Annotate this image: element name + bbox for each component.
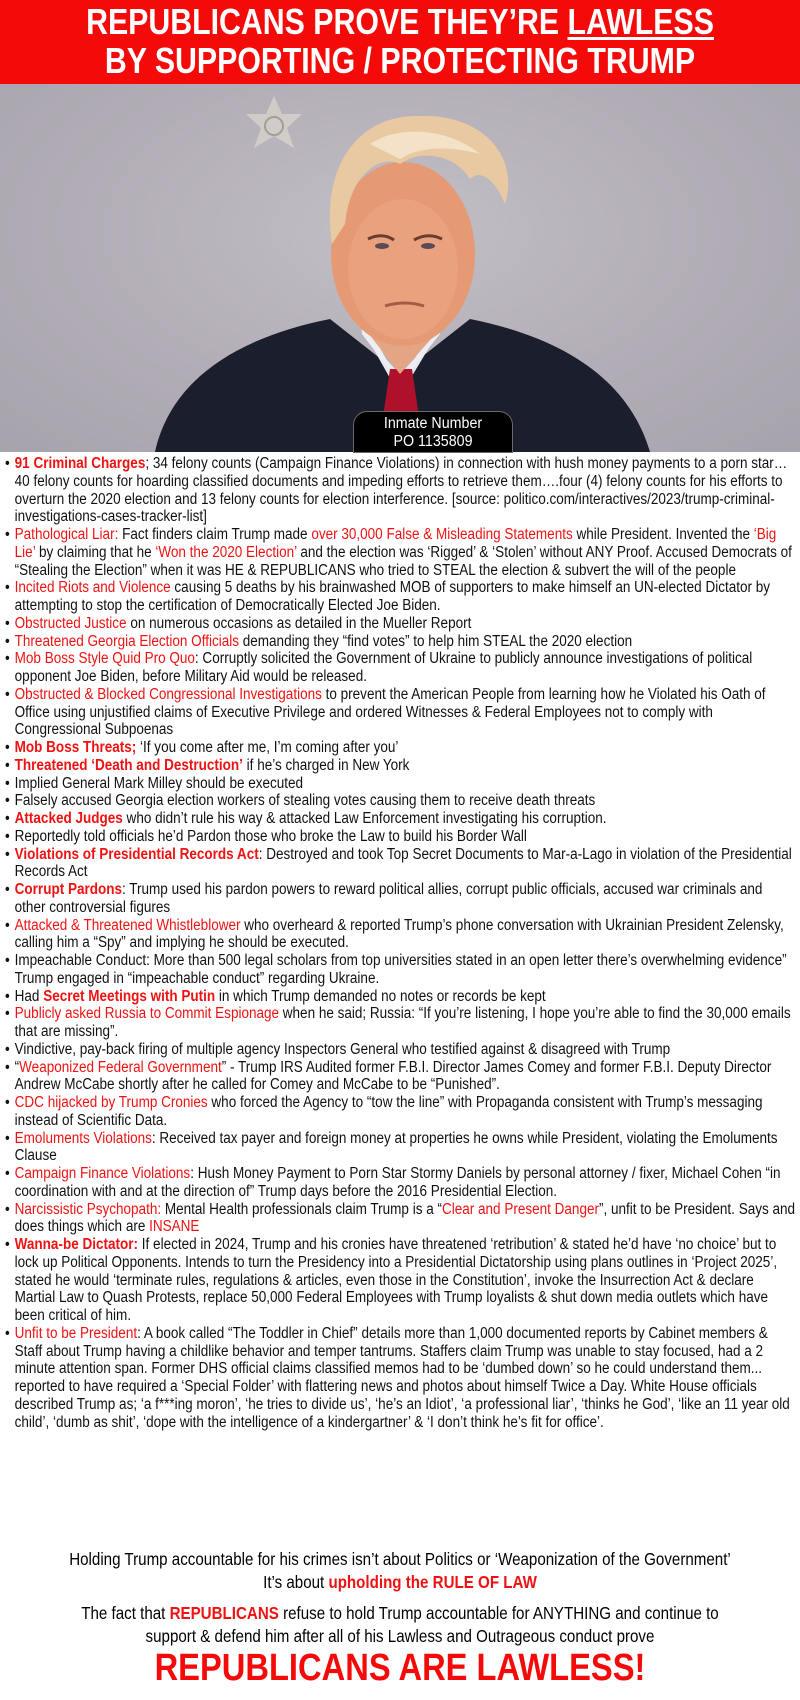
list-item: • Publicly asked Russia to Commit Espionage when he said; Russia: “If you’re listening, I hope you’re able to find the 30,000 emails that are missing”.: [5, 1005, 791, 1040]
inmate-label-text: Inmate Number: [383, 415, 483, 432]
closing-line-3: [13, 1602, 787, 1625]
closing-text: It’s about: [263, 1572, 329, 1592]
item-highlight: Clear and Present Danger: [441, 1200, 599, 1218]
list-item: • Incited Riots and Violence causing 5 deaths by his brainwashed MOB of supporters to make himself an UN-elected Dictator by attempting to stop the certification of Democratically Elected Joe Biden.: [5, 579, 771, 614]
closing-line-4: support & defend him after all of his Lawless and Outrageous conduct prove: [145, 1626, 655, 1646]
list-item: • Mob Boss Threats; ‘If you come after me, I’m coming after you’: [5, 739, 399, 756]
item-text: while President. Invented the: [572, 526, 754, 543]
inmate-number-value: PO 1135809: [393, 433, 473, 450]
item-heading: Violations of Presidential Records Act: [14, 845, 259, 863]
item-heading: Obstructed & Blocked Congressional Investigations: [14, 685, 322, 703]
list-item: • Wanna-be Dictator: If elected in 2024, Trump and his cronies have threatened ‘retribution’ & stated he’d have ‘no choice’ but to lock up Political Opponents. Intends to turn the Presidency into a Presidential Dictatorship using plans outlines in ‘Project 2025’, stated he would ‘terminate rules, regulations & articles, even those in the Constitution’, invoke the Insurrection Act & declare Martial Law to Quash Protests, replace 50,000 Federal Employees with Trump loyalists & shut down media outlets which have been critical of him.: [5, 1236, 778, 1324]
list-item: • Unfit to be President: A book called “The Toddler in Chief” details more than 1,000 documented reports by Cabinet members & Staff about Trump having a childlike behavior and temper tantrums. Staffers claim Trump was unable to stay focused, had a 2 minute attention span. Former DHS official claims classified memos had to be ‘dumbed down’ so he could understand them... reported to have required a ‘Special Folder’ with flattering news and photos about himself Twice a Day. White House officials described Trump as; ‘a f***ing moron’, ‘he tries to divide us’, ‘he’s an Idiot’, ‘a professional liar’, ‘thinks he God’, ‘like an 11 year old child’, ‘dumb as shit’, ‘dope with the intelligence of a kindergartner’ & ‘I don’t think he’s fit for office’.: [5, 1324, 790, 1431]
list-item: • Falsely accused Georgia election workers of stealing votes causing them to receive death threats: [5, 792, 596, 810]
list-item: • CDC hijacked by Trump Cronies who forced the Agency to “tow the line” with Propaganda consistent with Trump’s messaging instead of Scientific Data.: [5, 1094, 763, 1129]
list-item: • Threatened ‘Death and Destruction’ if he’s charged in New York: [5, 756, 410, 774]
item-text: : A book called “The Toddler in Chief” details more than 1,000 documented reports by Cabinet members & Staff about Trump having a childlike behavior and temper tantrums. Staffers claim Trump was unable to stay focused, had a 2 minute attention span. Former DHS official claims classified memos had to be ‘dumbed down’ so he could understand them... reported to have required a ‘Special Folder’ with flattering news and photos about himself Twice a Day. White House officials described Trump as; ‘a f***ing moron’, ‘he tries to divide us’, ‘he’s an Idiot’, ‘a professional liar’, ‘thinks he God’, ‘like an 11 year old child’, ‘dumb as shit’, ‘dope with the intelligence of a kindergartner’ & ‘I don’t think he’s fit for office’.: [14, 1324, 790, 1431]
item-text: : Received tax payer and foreign money at properties he owns while President, violating the Emoluments Clause: [14, 1129, 778, 1165]
inmate-number-label: [353, 411, 513, 453]
list-item: • “Weaponized Federal Government” - Trump IRS Audited former F.B.I. Director James Comey and former F.B.I. Deputy Director Andrew McCabe shortly after he called for Comey and McCabe to be “Punished”.: [5, 1058, 772, 1094]
headline: [2, 2, 799, 80]
item-text: ” - Trump IRS Audited former F.B.I. Director James Comey and former F.B.I. Deputy Director Andrew McCabe shortly after he called for Comey and McCabe to be “Punished”.: [14, 1058, 772, 1094]
list-item: • Violations of Presidential Records Act: Destroyed and took Top Secret Documents to Mar-a-Lago in violation of the Presidential Records Act: [5, 845, 792, 881]
list-item: • Threatened Georgia Election Officials demanding they “find votes” to help him STEAL the 2020 election: [5, 632, 633, 650]
item-heading: Secret Meetings with Putin: [43, 987, 216, 1005]
item-heading: Mob Boss Threats;: [14, 739, 137, 756]
list-item: • Campaign Finance Violations: Hush Money Payment to Porn Star Stormy Daniels by personal attorney / fixer, Michael Cohen “in coordination with and at the direction of” Trump days before the 2016 Presidential Election.: [5, 1165, 781, 1200]
closing-text: refuse to hold Trump accountable for ANYTHING and continue to: [278, 1603, 719, 1623]
item-heading: Unfit to be President: [14, 1324, 138, 1342]
rule-of-law-highlight: upholding the RULE OF LAW: [328, 1572, 537, 1592]
list-item: • Emoluments Violations: Received tax payer and foreign money at properties he owns while President, violating the Emoluments Clause: [5, 1129, 778, 1165]
item-text: by claiming that he: [35, 543, 156, 561]
item-heading: Threatened ‘Death and Destruction’: [14, 756, 243, 774]
item-text: ‘If you come after me, I’m coming after you’: [136, 739, 399, 756]
item-heading: CDC hijacked by Trump Cronies: [14, 1094, 208, 1111]
list-item: • 91 Criminal Charges; 34 felony counts (Campaign Finance Violations) in connection with hush money payments to a porn star… 40 felony counts for hoarding classified documents and impeding efforts to retrieve them….four (4) felony counts for his efforts to overturn the 2020 election and 13 felony counts for election interference. [source: politico.com/interactives/2023/trump-criminal-investigations-cases-tracker-list]: [5, 455, 788, 526]
closing-line-2: [13, 1571, 787, 1594]
item-text: Implied General Mark Milley should be executed: [14, 774, 304, 792]
list-item: • Corrupt Pardons: Trump used his pardon powers to reward political allies, corrupt public officials, accused war criminals and other controversial figures: [5, 881, 763, 916]
item-heading: Publicly asked Russia to Commit Espionage: [14, 1005, 280, 1023]
slogan: REPUBLICANS ARE LAWLESS!: [154, 1647, 646, 1689]
item-highlight: ‘Big Lie’: [14, 526, 777, 561]
closing-text: The fact that: [81, 1603, 170, 1623]
list-item: • Mob Boss Style Quid Pro Quo: Corruptly solicited the Government of Ukraine to publicly announce investigations of political opponent Joe Biden, before Military Aid would be released.: [5, 650, 753, 685]
item-heading: Incited Riots and Violence: [14, 579, 171, 597]
headline-line-1: [2, 2, 799, 41]
item-text: : Trump used his pardon powers to reward political allies, corrupt public officials, accused war criminals and other controversial figures: [14, 881, 763, 916]
item-text: who forced the Agency to “tow the line” with Propaganda consistent with Trump’s messaging instead of Scientific Data.: [14, 1094, 763, 1129]
item-highlight: ‘Won the 2020 Election’: [155, 543, 297, 561]
list-item: • Implied General Mark Milley should be executed: [5, 774, 304, 792]
headline-line-2: BY SUPPORTING / PROTECTING TRUMP: [104, 40, 696, 81]
item-text: Impeachable Conduct: More than 500 legal scholars from top universities stated in an open letter there’s overwhelming evidence” Trump engaged in “impeachable conduct” regarding Ukraine.: [14, 952, 787, 987]
mugshot-illustration: [0, 84, 800, 452]
item-text: ; 34 felony counts (Campaign Finance Violations) in connection with hush money payments to a porn star… 40 felony counts for hoarding classified documents and impeding efforts to retrieve them….four (4) felony counts for his efforts to overturn the 2020 election and 13 felony counts for election interference. [source: politico.com/interactives/2023/trump-criminal-investigations-cases-tracker-list]: [14, 455, 788, 526]
item-heading: Weaponized Federal Government: [19, 1058, 222, 1076]
item-text: : Hush Money Payment to Porn Star Stormy Daniels by personal attorney / fixer, Michael Cohen “in coordination with and at the direction of” Trump days before the 2016 Presidential Election.: [14, 1165, 781, 1200]
item-text: If elected in 2024, Trump and his cronies have threatened ‘retribution’ & stated he’d have ‘no choice’ but to lock up Political Opponents. Intends to turn the Presidency into a Presidential Dictatorship using plans outlines in ‘Project 2025’, stated he would ‘terminate rules, regulations & articles, even those in the Constitution’, invoke the Insurrection Act & declare Martial Law to Quash Protests, replace 50,000 Federal Employees with Trump loyalists & shut down media outlets which have been critical of him.: [14, 1236, 778, 1324]
headline-underlined-word: LAWLESS: [567, 1, 714, 42]
closing-paragraph-1: [13, 1548, 787, 1594]
list-item: • Vindictive, pay-back firing of multiple agency Inspectors General who testified against & disagreed with Trump: [5, 1040, 671, 1058]
item-text: “: [14, 1058, 20, 1076]
item-heading: Attacked & Threatened Whistleblower: [14, 916, 241, 934]
sheriff-star-icon: [246, 96, 302, 148]
item-text: demanding they “find votes” to help him STEAL the 2020 election: [239, 632, 633, 650]
item-text: and the election was ‘Rigged’ & ‘Stolen’ without ANY Proof. Accused Democrats of “Stealing the Election” when it was HE & REPUBLICANS who tried to STEAL the election & subvert the will of the people: [14, 543, 792, 579]
item-text: who overheard & reported Trump’s phone conversation with Ukrainian President Zelensky, calling him a “Spy” and implying he should be executed.: [14, 916, 784, 952]
item-text: : Destroyed and took Top Secret Documents to Mar-a-Lago in violation of the Presidential Records Act: [14, 845, 792, 881]
item-text: Falsely accused Georgia election workers of stealing votes causing them to receive death threats: [14, 792, 596, 810]
list-item: • Impeachable Conduct: More than 500 legal scholars from top universities stated in an open letter there’s overwhelming evidence” Trump engaged in “impeachable conduct” regarding Ukraine.: [5, 952, 787, 987]
closing-paragraph-2: [13, 1602, 787, 1648]
item-heading: Obstructed Justice: [14, 614, 127, 632]
item-text: who didn’t rule his way & attacked Law Enforcement investigating his corruption.: [122, 810, 607, 827]
item-heading: Campaign Finance Violations: [14, 1165, 191, 1182]
title-banner: [0, 0, 800, 84]
item-text: if he’s charged in New York: [242, 756, 410, 774]
item-text: : Corruptly solicited the Government of Ukraine to publicly announce investigations of political opponent Joe Biden, before Military Aid would be released.: [14, 650, 753, 685]
list-item: • Reportedly told officials he’d Pardon those who broke the Law to build his Border Wall: [5, 827, 527, 845]
list-item: • Narcissistic Psychopath: Mental Health professionals claim Trump is a “Clear and Present Danger”, unfit to be President. Says and does things which are INSANE: [5, 1200, 796, 1236]
item-text: when he said; Russia: “If you’re listening, I hope you’re able to find the 30,000 emails that are missing”.: [14, 1005, 791, 1040]
list-item: • Had Secret Meetings with Putin in which Trump demanded no notes or records be kept: [5, 987, 546, 1005]
headline-text: REPUBLICANS PROVE THEY’RE: [86, 1, 568, 42]
item-text: Reportedly told officials he’d Pardon those who broke the Law to build his Border Wall: [14, 827, 527, 845]
item-heading: Emoluments Violations: [14, 1129, 152, 1147]
item-heading: Mob Boss Style Quid Pro Quo: [14, 650, 195, 668]
item-text: Fact finders claim Trump made: [118, 526, 312, 543]
item-text: in which Trump demanded no notes or records be kept: [215, 987, 546, 1005]
republicans-highlight: REPUBLICANS: [169, 1603, 279, 1623]
list-item: • Obstructed & Blocked Congressional Investigations to prevent the American People from learning how he Violated his Oath of Office using unjustified claims of Executive Privilege and ordered Witnesses & Federal Employees not to comply with Congressional Subpoenas: [5, 685, 766, 739]
list-item: • Attacked & Threatened Whistleblower who overheard & reported Trump’s phone conversation with Ukrainian President Zelensky, calling him a “Spy” and implying he should be executed.: [5, 916, 784, 952]
item-text: to prevent the American People from learning how he Violated his Oath of Office using unjustified claims of Executive Privilege and ordered Witnesses & Federal Employees not to comply with Congressional Subpoenas: [14, 685, 766, 739]
item-heading: 91 Criminal Charges: [14, 455, 146, 472]
closing-line-1: Holding Trump accountable for his crimes isn’t about Politics or ‘Weaponization of the Government’: [69, 1549, 731, 1569]
item-highlight: INSANE: [149, 1218, 200, 1236]
item-heading: Corrupt Pardons: [14, 881, 123, 898]
item-highlight: over 30,000 False & Misleading Statements: [311, 526, 573, 543]
mugshot-photo: [0, 84, 800, 452]
item-text: on numerous occasions as detailed in the Mueller Report: [126, 614, 472, 632]
item-text: causing 5 deaths by his brainwashed MOB of supporters to make himself an UN-elected Dictator by attempting to stop the certification of Democratically Elected Joe Biden.: [14, 579, 771, 614]
item-heading: Threatened Georgia Election Officials: [14, 632, 240, 650]
item-text: Had: [14, 987, 44, 1005]
item-heading: Wanna-be Dictator:: [14, 1236, 139, 1253]
item-heading: Pathological Liar:: [14, 526, 119, 543]
item-text: Vindictive, pay-back firing of multiple agency Inspectors General who testified against & disagreed with Trump: [14, 1040, 671, 1058]
list-item: • Attacked Judges who didn’t rule his way & attacked Law Enforcement investigating his corruption.: [5, 810, 607, 827]
item-heading: Attacked Judges: [14, 810, 123, 827]
item-text: Mental Health professionals claim Trump is a “: [161, 1200, 442, 1218]
item-heading: Narcissistic Psychopath:: [14, 1200, 162, 1218]
item-text: ”, unfit to be President. Says and does things which are: [14, 1200, 796, 1236]
list-item: • Obstructed Justice on numerous occasions as detailed in the Mueller Report: [5, 614, 472, 632]
list-item: • Pathological Liar: Fact finders claim Trump made over 30,000 False & Misleading Statements while President. Invented the ‘Big Lie’ by claiming that he ‘Won the 2020 Election’ and the election was ‘Rigged’ & ‘Stolen’ without ANY Proof. Accused Democrats of “Stealing the Election” when it was HE & REPUBLICANS who tried to STEAL the election & subvert the will of the people: [5, 526, 792, 579]
charges-list: [5, 455, 795, 1431]
